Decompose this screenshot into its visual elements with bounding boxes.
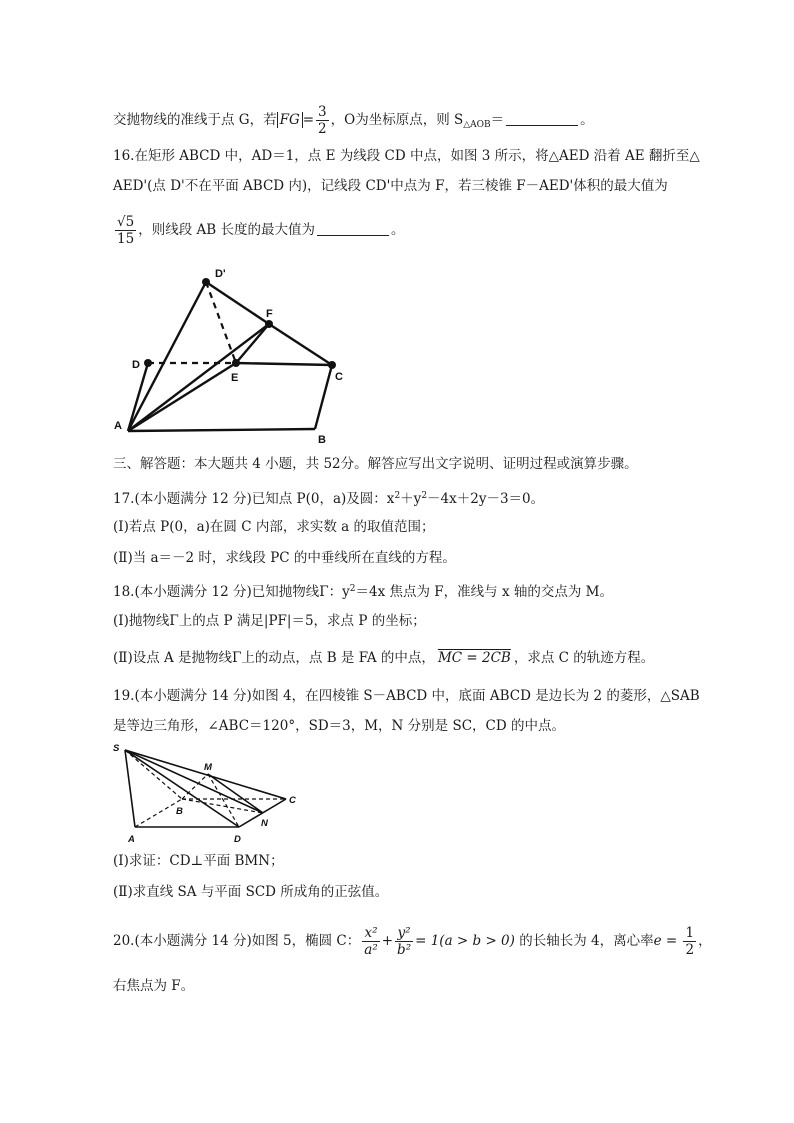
edge-f-c — [269, 324, 332, 365]
q19-part1: (Ⅰ)求证：CD⊥平面 BMN； — [113, 853, 284, 869]
edge-c-b — [315, 365, 332, 429]
point-e — [232, 359, 240, 367]
label-s: S — [113, 743, 120, 754]
section-3-heading: 三、解答题：本大题共 4 小题，共 52分。解答应写出文字说明、证明过程或演算步骤。 — [113, 456, 638, 472]
q16-line2: AED'(点 D'不在平面 ABCD 内)，记线段 CD'中点为 F，若三棱锥 F－AED'体积的最大值为 — [113, 178, 668, 194]
q19-part2: (Ⅱ)求直线 SA 与平面 SCD 所成角的正弦值。 — [113, 884, 389, 900]
label-a-fig4: A — [128, 834, 135, 845]
label-n: N — [261, 818, 268, 829]
edge-s-c — [125, 750, 286, 799]
q20-line2: 右焦点为 F。 — [113, 978, 195, 994]
label-b: B — [318, 434, 326, 446]
q18-stem: 18.(本小题满分 12 分)已知抛物线Γ：$y^2=4x$ 焦点为 F，准线与 x 轴的交点为 M。 — [113, 584, 613, 600]
answer-blank-16[interactable] — [317, 221, 389, 236]
edge-a-b-dashed — [135, 799, 182, 827]
fraction-y2-b2: $\frac{\text{y²}}{\text{b²}}$ — [397, 925, 412, 958]
edge-e-c — [236, 363, 332, 365]
q16-line3: $\frac{√5}{15}$ ，则线段 AB 长度的最大值为 。 — [117, 214, 405, 247]
label-b-fig4: B — [176, 806, 183, 817]
label-f: F — [266, 308, 273, 320]
edge-dp-f — [206, 282, 269, 324]
point-c — [328, 361, 336, 369]
label-c: C — [335, 371, 343, 383]
label-e: E — [231, 372, 239, 384]
edge-s-a — [125, 750, 135, 827]
edge-a-dp — [128, 282, 206, 431]
edge-b-n-dashed — [182, 799, 263, 813]
q18-part1: (Ⅰ)抛物线Γ上的点 P 满足|PF|＝5，求点 P 的坐标； — [113, 613, 426, 629]
q17-part1: (Ⅰ)若点 P(0，a)在圆 C 内部，求实数 a 的取值范围； — [113, 519, 435, 535]
fraction-x2-a2: $\frac{\text{x²}}{\text{a²}}$ — [364, 925, 378, 958]
edge-m-n — [208, 774, 263, 813]
vector-equation: MC = 2CB — [437, 650, 511, 666]
q17-stem: 17.(本小题满分 12 分)已知点 P(0，a)及圆：$x^2+y^2-4x+2y-3=0$。 — [113, 491, 545, 507]
label-dp: D' — [215, 268, 226, 280]
point-dp — [202, 278, 210, 286]
fraction-sqrt5-15: $\frac{√5}{15}$ — [117, 214, 135, 247]
q19-line1: 19.(本小题满分 14 分)如图 4，在四棱锥 S－ABCD 中，底面 ABCD 是边长为 2 的菱形，△SAB — [113, 688, 700, 704]
q17-part2: (Ⅱ)当 a＝－2 时，求线段 PC 的中垂线所在直线的方程。 — [113, 550, 456, 566]
figure-3-folded-rectangle — [110, 262, 360, 447]
answer-blank-15[interactable] — [506, 111, 578, 126]
point-d — [144, 359, 152, 367]
abs-fg: FG — [277, 112, 303, 128]
q19-line2: 是等边三角形，∠ABC＝120°，SD＝3，M，N 分别是 SC，CD 的中点。 — [113, 718, 565, 734]
q15-line: 交抛物线的准线于点 G，若 FG = $\frac{3}{2}$ ，O为坐标原点，则 $S_{\triangle AOB}=$ 。 — [113, 104, 594, 137]
label-d: D — [132, 359, 140, 371]
figure-4-pyramid — [110, 740, 310, 850]
fraction-3-2: $\frac{3}{2}$ — [318, 104, 327, 137]
label-m: M — [204, 762, 212, 773]
q16-line1: 16.在矩形 ABCD 中，AD＝1，点 E 为线段 CD 中点，如图 3 所示，将△AED 沿着 AE 翻折至△ — [113, 148, 700, 164]
point-f — [265, 320, 273, 328]
q20-stem: 20.(本小题满分 14 分)如图 5，椭圆 C： $\frac{\text{x²}}{\text{a²}}$ + $\frac{\text{y²}}{\text{b²}}$ = 1(a > b > 0) 的长轴长为 4，离心率e = $\frac{1}{2}$ ， — [113, 925, 712, 958]
edge-s-b-dashed — [125, 750, 182, 799]
q18-part2: (Ⅱ)设点 A 是抛物线Γ上的动点，点 B 是 FA 的中点， MC = 2CB ，求点 C 的轨迹方程。 — [113, 650, 655, 666]
edge-a-b — [128, 429, 315, 431]
edge-dp-e-dashed — [206, 282, 236, 363]
label-c-fig4: C — [289, 795, 296, 806]
edge-s-n — [125, 750, 263, 813]
label-a: A — [114, 420, 122, 432]
edge-a-f — [128, 324, 269, 431]
fraction-1-2: $\frac{1}{2}$ — [685, 925, 695, 958]
edge-e-f — [236, 324, 269, 363]
label-d-fig4: D — [234, 834, 241, 845]
